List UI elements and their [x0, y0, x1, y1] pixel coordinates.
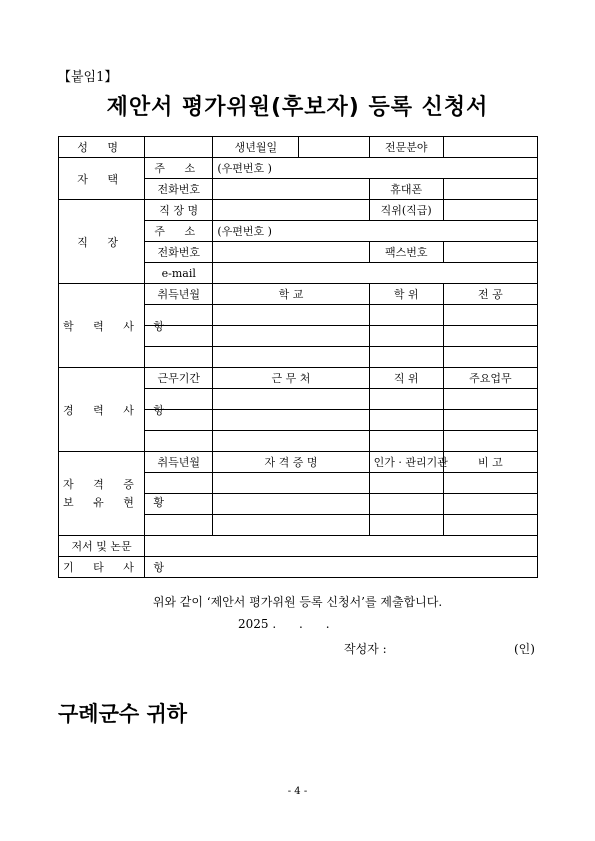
certificates-cell[interactable] — [145, 515, 213, 536]
workplace-fax-field[interactable] — [443, 242, 537, 263]
papers-label: 저서 및 논문 — [59, 536, 145, 557]
workplace-address-field[interactable]: (우편번호 ) — [213, 221, 538, 242]
career-cell[interactable] — [443, 410, 537, 431]
residence-address-row — [59, 158, 538, 179]
registration-form-table — [58, 136, 538, 578]
date-line: 2025 . . . — [238, 617, 330, 631]
residence-address-field[interactable]: (우편번호 ) — [213, 158, 538, 179]
certificates-cell[interactable] — [443, 494, 537, 515]
workplace-name-label: 직 장 명 — [145, 200, 213, 221]
certificates-header-row — [59, 452, 538, 473]
career-header-employer: 근 무 처 — [213, 368, 369, 389]
submit-statement: 위와 같이 ‘제안서 평가위원 등록 신청서’를 제출합니다. — [152, 595, 443, 609]
education-cell[interactable] — [443, 347, 537, 368]
residence-mobile-field[interactable] — [443, 179, 537, 200]
residence-address-label: 주 소 — [145, 158, 213, 179]
residence-phone-label: 전화번호 — [145, 179, 213, 200]
certificates-cell[interactable] — [369, 473, 443, 494]
other-label: 기 타 사 항 — [59, 557, 145, 578]
birth-field[interactable] — [299, 137, 369, 158]
education-cell[interactable] — [213, 347, 369, 368]
attachment-label: 【붙임1】 — [58, 70, 118, 85]
birth-label: 생년월일 — [213, 137, 299, 158]
workplace-phone-field[interactable] — [213, 242, 369, 263]
workplace-name-row — [59, 200, 538, 221]
career-section-label: 경 력 사 항 — [59, 368, 145, 452]
name-field[interactable] — [145, 137, 213, 158]
workplace-email-label: e-mail — [145, 263, 213, 284]
name-label: 성 명 — [59, 137, 145, 158]
workplace-position-field[interactable] — [443, 200, 537, 221]
career-cell[interactable] — [145, 431, 213, 452]
career-header-period: 근무기간 — [145, 368, 213, 389]
papers-row — [59, 536, 538, 557]
certificates-label-line2: 보 유 현 황 — [63, 495, 172, 509]
writer-label: 작성자 : — [344, 642, 387, 656]
education-cell[interactable] — [369, 326, 443, 347]
recipient-line: 구례군수 귀하 — [58, 702, 188, 726]
certificates-cell[interactable] — [213, 515, 369, 536]
workplace-email-field[interactable] — [213, 263, 538, 284]
education-header-major: 전 공 — [443, 284, 537, 305]
certificates-cell[interactable] — [213, 494, 369, 515]
career-cell[interactable] — [213, 389, 369, 410]
workplace-position-label: 직위(직급) — [369, 200, 443, 221]
certificates-header-name: 자 격 증 명 — [213, 452, 369, 473]
career-cell[interactable] — [369, 389, 443, 410]
workplace-phone-label: 전화번호 — [145, 242, 213, 263]
workplace-address-label: 주 소 — [145, 221, 213, 242]
career-cell[interactable] — [443, 389, 537, 410]
seal-label: (인) — [514, 642, 535, 656]
other-row — [59, 557, 538, 578]
workplace-name-field[interactable] — [213, 200, 369, 221]
certificates-cell[interactable] — [213, 473, 369, 494]
certificates-cell[interactable] — [369, 494, 443, 515]
certificates-label-line1: 자 격 증 — [63, 477, 142, 491]
field-label: 전문분야 — [369, 137, 443, 158]
education-cell[interactable] — [369, 305, 443, 326]
certificates-section-label — [59, 452, 172, 536]
education-cell[interactable] — [369, 347, 443, 368]
name-row — [59, 137, 538, 158]
certificates-header-date: 취득년월 — [145, 452, 213, 473]
education-header-date: 취득년월 — [145, 284, 213, 305]
certificates-cell[interactable] — [145, 473, 213, 494]
certificates-cell[interactable] — [443, 473, 537, 494]
education-cell[interactable] — [443, 305, 537, 326]
other-field[interactable] — [145, 557, 538, 578]
field-field[interactable] — [443, 137, 537, 158]
residence-phone-field[interactable] — [213, 179, 369, 200]
education-cell[interactable] — [213, 305, 369, 326]
education-header-school: 학 교 — [213, 284, 369, 305]
career-cell[interactable] — [213, 410, 369, 431]
education-header-degree: 학 위 — [369, 284, 443, 305]
career-cell[interactable] — [369, 431, 443, 452]
education-cell[interactable] — [145, 347, 213, 368]
certificates-cell[interactable] — [443, 515, 537, 536]
career-cell[interactable] — [369, 410, 443, 431]
education-header-row — [59, 284, 538, 305]
certificates-cell[interactable] — [369, 515, 443, 536]
workplace-section-label: 직 장 — [59, 200, 145, 284]
certificates-header-issuer: 인가 · 관리기관 — [369, 452, 443, 473]
certificates-header-remarks: 비 고 — [443, 452, 537, 473]
career-header-position: 직 위 — [369, 368, 443, 389]
career-cell[interactable] — [443, 431, 537, 452]
workplace-fax-label: 팩스번호 — [369, 242, 443, 263]
education-cell[interactable] — [213, 326, 369, 347]
career-header-row — [59, 368, 538, 389]
career-header-duties: 주요업무 — [443, 368, 537, 389]
page-number: - 4 - — [287, 786, 308, 797]
residence-section-label: 자 택 — [59, 158, 145, 200]
education-cell[interactable] — [443, 326, 537, 347]
papers-field[interactable] — [145, 536, 538, 557]
career-cell[interactable] — [213, 431, 369, 452]
residence-mobile-label: 휴대폰 — [369, 179, 443, 200]
form-title: 제안서 평가위원(후보자) 등록 신청서 — [106, 95, 489, 120]
education-section-label: 학 력 사 항 — [59, 284, 145, 368]
